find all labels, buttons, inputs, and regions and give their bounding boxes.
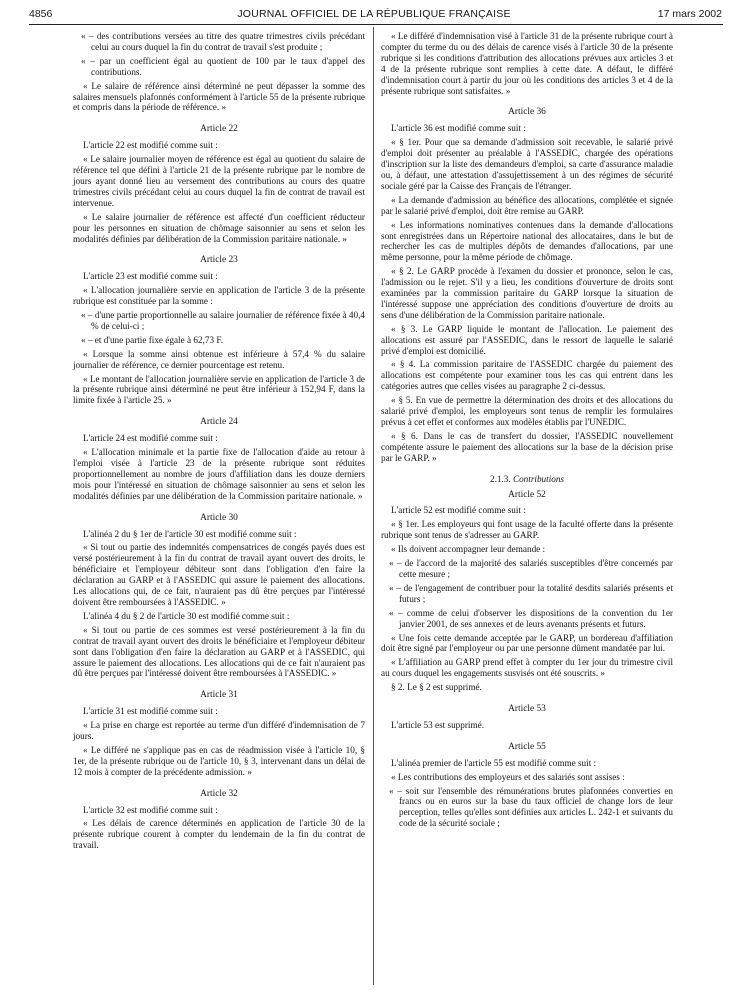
publication-date: 17 mars 2002 — [657, 8, 722, 20]
list-item: « – de l'accord de la majorité des salariés susceptibles d'être concernés par cette mesure ; — [389, 558, 673, 579]
article-heading: Article 24 — [200, 417, 238, 428]
right-column — [381, 31, 673, 832]
paragraph: « Le salaire journalier moyen de référence est égal au quotient du salaire de référence tel que défini à l'article 21 de la présente rubrique par le nombre de jours ayant donné lieu au versement des contributions au cours des quatre trimestres civils précédant celui au cours duquel la fin de contrat de travail est intervenue. — [73, 154, 365, 208]
article-heading: Article 30 — [200, 512, 238, 523]
paragraph: « L'allocation journalière servie en application de l'article 3 de la présente rubrique est constituée par la somme : — [73, 285, 365, 307]
article-heading: Article 22 — [200, 124, 238, 135]
section-heading — [381, 474, 673, 485]
paragraph: « Si tout ou partie des indemnités compensatrices de congés payés dues est versé postérieurement à la fin du contrat de travail ayant ouvert des droits, le bénéficiaire et l'employeur débiteur sont dans l'obligation d'en faire la déclaration au GARP et à l'ASSEDIC qui assure le paiement des allocations. Les allocations qui, de ce fait, n'auraient pas dû être perçues par l'intéressé doivent être remboursées à l'ASSEDIC. » — [73, 542, 365, 607]
article-heading: Article 55 — [508, 741, 546, 752]
paragraph: « Les contributions des employeurs et des salariés sont assises : — [391, 771, 625, 782]
page-number: 4856 — [29, 8, 53, 20]
list-item: « – de l'engagement de contribuer pour la totalité desdits salariés présents et futurs ; — [389, 582, 673, 604]
paragraph: « § 4. La commission paritaire de l'ASSEDIC chargée du paiement des allocations est compétente pour examiner tous les cas qui entrent dans les catégories autres que celles visées au paragraphe 2 ci-dessus. — [381, 359, 673, 392]
paragraph: « § 1er. Les employeurs qui font usage de la faculté offerte dans la présente rubrique sont tenus de s'adresser au GARP. — [381, 519, 673, 541]
paragraph: « Le différé d'indemnisation visé à l'article 31 de la présente rubrique court à compter du terme du ou des délais de carence visés à l'article 30 de la présente rubrique si les conditions d'attribution des allocations prévues aux articles 3 et 4 de la présente rubrique sont remplies à cette date. A défaut, le différé d'indemnisation court à partir du jour où les conditions des articles 3 et 4 de la présente rubrique sont satisfaites. » — [381, 31, 673, 96]
paragraph: « La demande d'admission au bénéfice des allocations, complétée et signée par le salarié privé d'emploi, doit être remise au GARP. — [381, 194, 673, 216]
article-intro: L'alinéa 2 du § 1er de l'article 30 est modifié comme suit : — [83, 528, 297, 539]
list-item: « – et d'une partie fixe égale à 62,73 F. — [81, 334, 224, 345]
journal-title: JOURNAL OFFICIEL DE LA RÉPUBLIQUE FRANÇAISE — [237, 8, 511, 20]
paragraph: « Le différé ne s'applique pas en cas de réadmission visée à l'article 10, § 1er, de la présente rubrique ou de l'article 10, § 3, intervenant dans un délai de 12 mois à compter de la précédente admission. » — [73, 744, 365, 777]
list-item: « – des contributions versées au titre des quatre trimestres civils précédant celui au cours duquel la fin du contrat de travail s'est produite ; — [81, 31, 365, 52]
left-column — [73, 31, 365, 854]
column-divider — [373, 27, 374, 985]
paragraph: « § 1er. Pour que sa demande d'admission soit recevable, le salarié privé d'emploi doit présenter au préalable à l'ASSEDIC, chargée des opérations d'inscription sur la liste des demandeurs d'emploi, sa carte d'assurance maladie ou, à défaut, une attestation d'assujettissement à un des régimes de sécurité sociale géré par la Caisse des Français de l'étranger. — [381, 137, 673, 191]
article-intro: L'article 22 est modifié comme suit : — [83, 140, 218, 151]
article-heading: Article 32 — [200, 788, 238, 799]
paragraph: « Une fois cette demande acceptée par le GARP, un bordereau d'affiliation doit être signé par l'employeur ou par une personne dûment mandatée par lui. — [381, 632, 673, 654]
article-intro: L'article 36 est modifié comme suit : — [391, 123, 526, 134]
article-heading: Article 31 — [200, 690, 238, 701]
list-item: « – d'une partie proportionnelle au salaire journalier de référence fixée à 40,4 % de celui-ci ; — [81, 310, 365, 331]
paragraph: « L'affiliation au GARP prend effet à compter du 1er jour du trimestre civil au cours duquel les engagements susvisés ont été souscrits. » — [381, 657, 673, 679]
article-intro: L'article 52 est modifié comme suit : — [391, 505, 526, 516]
paragraph: « § 6. Dans le cas de transfert du dossier, l'ASSEDIC nouvellement compétente assure le paiement des allocations sur la base de la décision prise par le GARP. » — [381, 430, 673, 463]
section-name: Contributions — [512, 473, 565, 484]
paragraph: « Le salaire journalier de référence est affecté d'un coefficient réducteur pour les personnes en situation de chômage saisonnier au sens et selon les modalités définies par délibération de la Commission paritaire nationale. » — [73, 211, 365, 244]
article-intro: L'alinéa 4 du § 2 de l'article 30 est modifié comme suit : — [83, 610, 290, 621]
article-intro: L'article 23 est modifié comme suit : — [83, 271, 218, 282]
article-intro: L'article 24 est modifié comme suit : — [83, 433, 218, 444]
paragraph: « Lorsque la somme ainsi obtenue est inférieure à 57,4 % du salaire journalier de référence, ce dernier pourcentage est retenu. — [73, 348, 365, 370]
article-intro: L'article 32 est modifié comme suit : — [83, 804, 218, 815]
article-heading: Article 36 — [508, 107, 546, 118]
article-heading: Article 23 — [200, 255, 238, 266]
paragraph: « Le salaire de référence ainsi déterminé ne peut dépasser la somme des salaires mensuels plafonnés conformément à l'article 55 de la présente rubrique et compris dans la période de référence. » — [73, 80, 365, 113]
article-intro: L'article 31 est modifié comme suit : — [83, 706, 218, 717]
header-rule — [29, 24, 723, 25]
paragraph: L'article 53 est supprimé. — [391, 719, 484, 730]
paragraph: « Les informations nominatives contenues dans la demande d'allocations sont enregistrées dans un Répertoire national des allocataires, dans le but de rechercher les cas de multiples dépôts de demandes d'allocations, par une même personne, pour la même période de chômage. — [381, 219, 673, 263]
list-item: « – soit sur l'ensemble des rémunérations brutes plafonnées converties en francs ou en euros sur la base du taux officiel de change lors de leur perception, telles qu'elles sont définies aux articles L. 242-1 et suivants du code de la sécurité sociale ; — [389, 785, 673, 829]
paragraph: « § 5. En vue de permettre la détermination des droits et des allocations du salarié privé d'emploi, les employeurs sont tenus de remplir les formulaires prévus à cet effet et conformes aux modèles établis par l'UNEDIC. — [381, 395, 673, 427]
paragraph: « L'allocation minimale et la partie fixe de l'allocation d'aide au retour à l'emploi visée à l'article 23 de la présente rubrique sont réduites proportionnellement au nombre de jours d'affiliation dans les douze derniers mois pour l'intéressé en situation de chômage saisonnier au sens et selon les modalités définies par une délibération de la Commission paritaire nationale. » — [73, 447, 365, 501]
paragraph: § 2. Le § 2 est supprimé. — [391, 682, 482, 693]
paragraph: « La prise en charge est reportée au terme d'un différé d'indemnisation de 7 jours. — [73, 720, 365, 742]
paragraph: « Les délais de carence déterminés en application de l'article 30 de la présente rubrique courent à compter du lendemain de la fin du contrat de travail. — [73, 818, 365, 851]
paragraph: « Ils doivent accompagner leur demande : — [391, 544, 546, 555]
paragraph: « Le montant de l'allocation journalière servie en application de l'article 3 de la présente rubrique ainsi déterminé ne peut être inférieur à 152,94 F, dans la limite fixée à l'article 25. » — [73, 373, 365, 406]
article-intro: L'alinéa premier de l'article 55 est modifié comme suit : — [391, 757, 597, 768]
paragraph: « § 3. Le GARP liquide le montant de l'allocation. Le paiement des allocations est assuré par l'ASSEDIC, dans le ressort de laquelle le salarié privé d'emploi est domicilié. — [381, 323, 673, 356]
article-heading: Article 53 — [508, 704, 546, 715]
section-number: 2.1.3. — [489, 473, 511, 484]
paragraph: « Si tout ou partie de ces sommes est versé postérieurement à la fin du contrat de travail ayant ouvert des droits le bénéficiaire et l'employeur débiteur sont dans l'obligation d'en faire la déclaration au GARP et à l'ASSEDIC, qui assure le paiement des allocations. Les allocations qui de ce fait n'auraient pas dû être perçues par l'intéressé doivent être remboursées à l'ASSEDIC. » — [73, 624, 365, 679]
paragraph: « § 2. Le GARP procède à l'examen du dossier et prononce, selon le cas, l'admission ou le rejet. S'il y a lieu, les conditions d'ouverture de droits sont examinées par la commission paritaire du GARP lorsque la situation de l'intéressé suppose une appréciation des conditions d'ouverture de droits au sens d'une délibération de la Commission paritaire nationale. — [381, 266, 673, 320]
list-item: « – par un coefficient égal au quotient de 100 par le taux d'appel des contributions. — [81, 55, 365, 77]
article-heading: Article 52 — [508, 489, 546, 500]
list-item: « – comme de celui d'observer les dispositions de la convention du 1er janvier 2001, de ses annexes et de leurs avenants présents et futurs. — [389, 607, 673, 629]
